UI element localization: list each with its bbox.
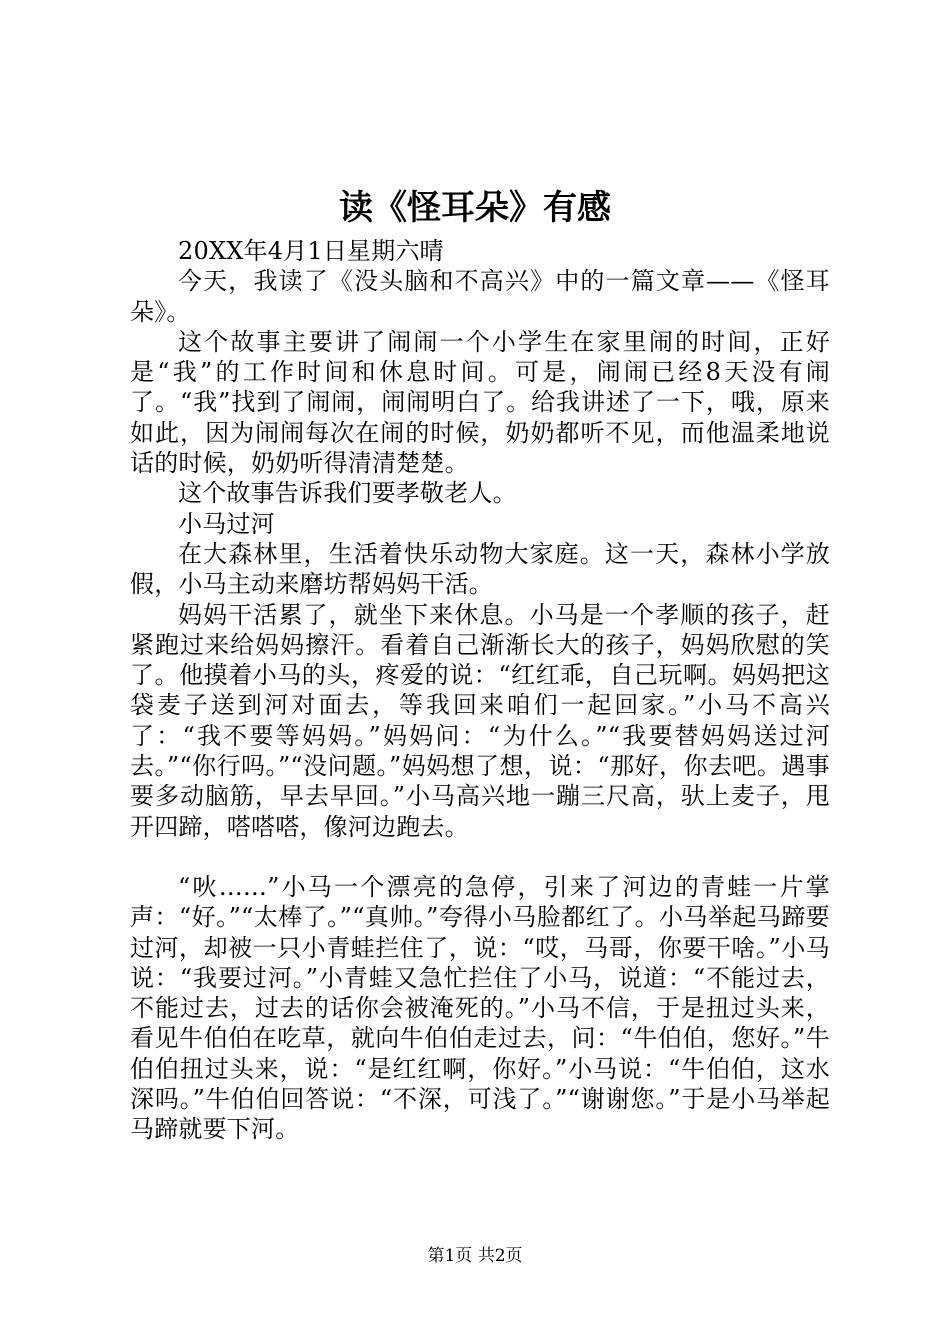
paragraph: 妈妈干活累了，就坐下来休息。小马是一个孝顺的孩子，赶紧跑过来给妈妈擦汗。看着自己渐渐长大的孩子，妈妈欣慰的笑了。他摸着小马的头，疼爱的说：“红红乖，自己玩啊。妈妈把这袋麦子送到河对面去，等我回来咱们一起回家。”小马不高兴了：“我不要等妈妈。”妈妈问：“为什么。”“我要替妈妈送过河去。”“你行吗。”“没问题。”妈妈想了想，说：“那好，你去吧。遇事要多动脑筋，早去早回。”小马高兴地一蹦三尺高，驮上麦子，甩开四蹄，嗒嗒嗒，像河边跑去。 bbox=[130, 600, 830, 841]
document-body bbox=[130, 236, 830, 1145]
paragraph: 在大森林里，生活着快乐动物大家庭。这一天，森林小学放假，小马主动来磨坊帮妈妈干活。 bbox=[130, 539, 830, 599]
section-heading: 小马过河 bbox=[178, 509, 275, 538]
document-title: 读《怪耳朵》有感 bbox=[339, 188, 611, 228]
page-indicator: 第1页 共2页 bbox=[427, 1246, 523, 1266]
paragraph: 今天，我读了《没头脑和不高兴》中的一篇文章——《怪耳朵》。 bbox=[130, 267, 830, 326]
paragraph: 这个故事告诉我们要孝敬老人。 bbox=[178, 479, 517, 508]
paragraph: 这个故事主要讲了闹闹一个小学生在家里闹的时间，正好是“我”的工作时间和休息时间。可是，闹闹已经8天没有闹了。“我”找到了闹闹，闹闹明白了。给我讲述了一下，哦，原来如此，因为闹闹每次在闹的时候，奶奶都听不见，而他温柔地说话的时候，奶奶听得清清楚楚。 bbox=[130, 327, 830, 478]
paragraph: “吙……”小马一个漂亮的急停，引来了河边的青蛙一片掌声：“好。”“太棒了。”“真帅。”夸得小马脸都红了。小马举起马蹄要过河，却被一只小青蛙拦住了，说：“哎，马哥，你要干啥。”小马说：“我要过河。”小青蛙又急忙拦住了小马，说道：“不能过去，不能过去，过去的话你会被淹死的。”小马不信，于是扭过头来，看见牛伯伯在吃草，就向牛伯伯走过去，问：“牛伯伯，您好。”牛伯伯扭过头来，说：“是红红啊，你好。”小马说：“牛伯伯，这水深吗。”牛伯伯回答说：“不深，可浅了。”“谢谢您。”于是小马举起马蹄就要下河。 bbox=[130, 872, 830, 1144]
date-line: 20XX年4月1日星期六晴 bbox=[178, 237, 444, 265]
